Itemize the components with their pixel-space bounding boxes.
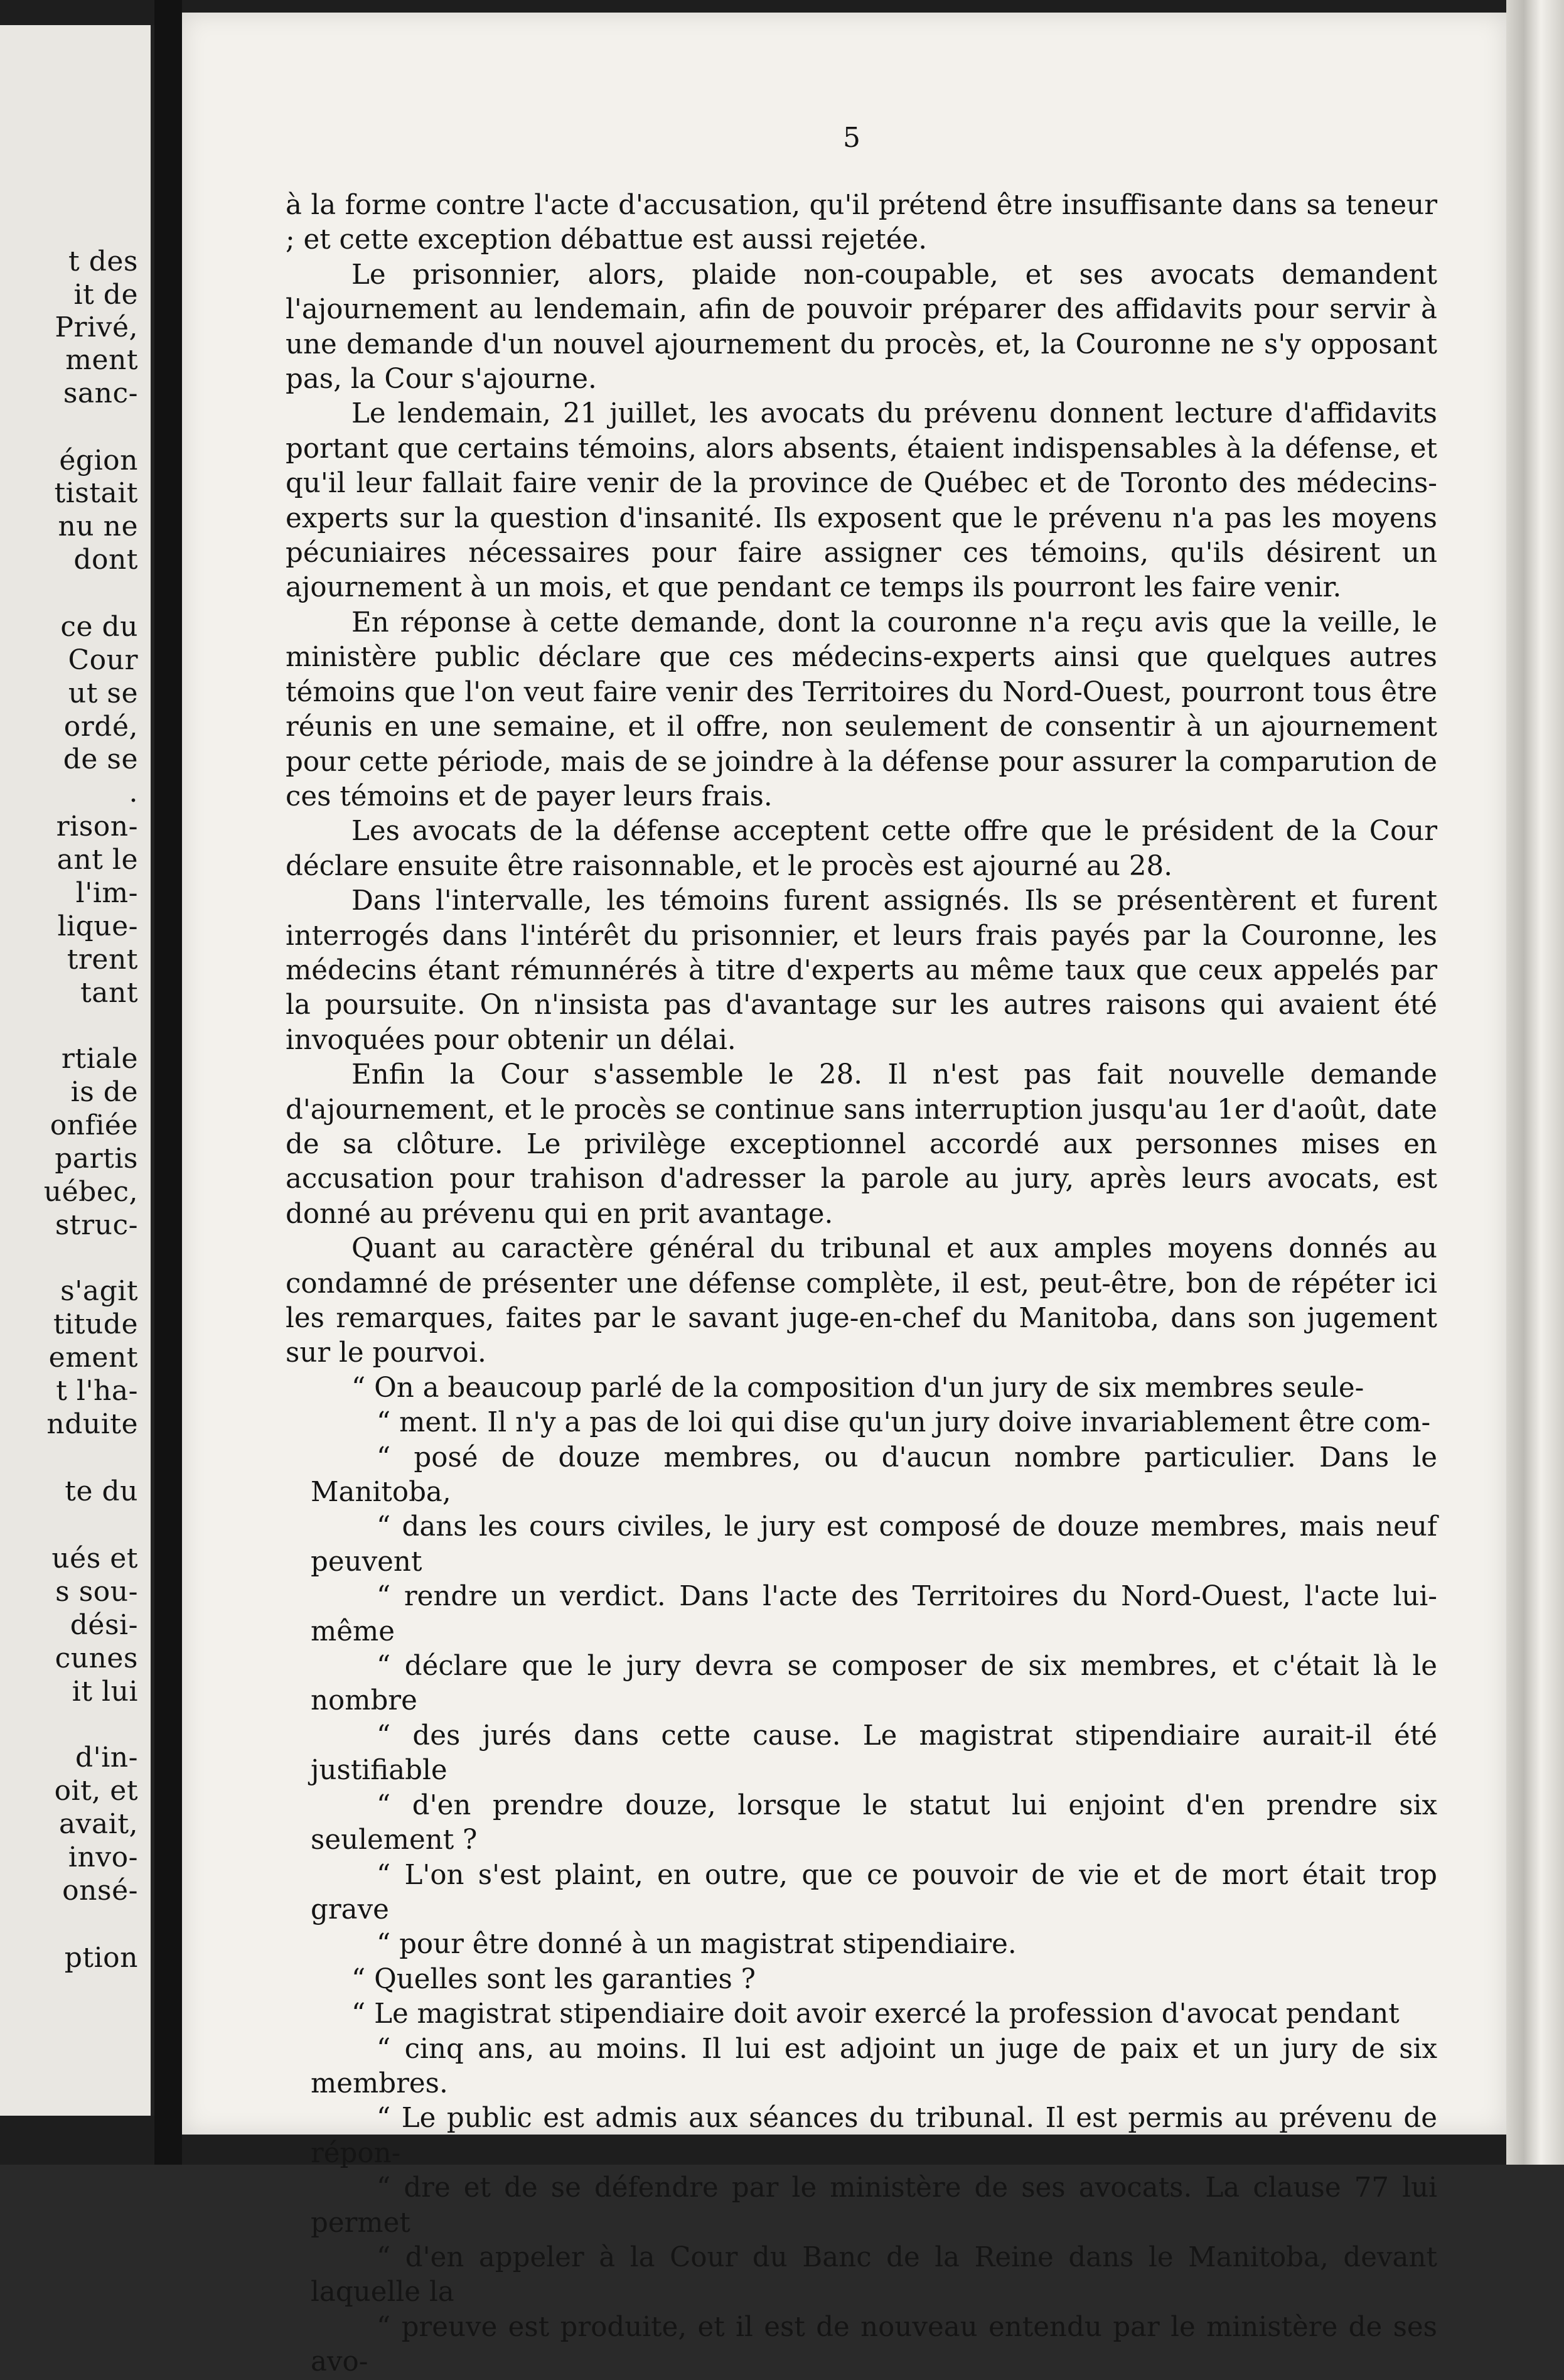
paragraph: Les avocats de la défense acceptent cette offre que le président de la Cour déclare ensuite être raisonnable, et le procès est ajourné au 28. [286, 816, 1437, 882]
quote-line: “ ment. Il n'y a pas de loi qui dise qu'un jury doive invariablement être com- [377, 1407, 1431, 1439]
previous-page-text-fragment: invo- [68, 1841, 138, 1873]
paragraph: Enfin la Cour s'assemble le 28. Il n'est pas fait nouvelle demande d'ajournement, et le procès se continue sans interruption jusqu'au 1er d'août, date de sa clôture. Le privilège exceptionnel accordé aux personnes mises en accusation pour trahison d'adresser la parole au jury, après leurs avocats, est donné au prévenu qui en prit avantage. [286, 1059, 1437, 1230]
previous-page-text-fragment: t l'ha- [56, 1375, 138, 1407]
previous-page-text-fragment: ant le [56, 844, 138, 876]
previous-page-text-fragment: ce du [60, 611, 138, 643]
previous-page-text-fragment: onsé- [62, 1875, 138, 1907]
previous-page-text-fragment: d'in- [75, 1742, 138, 1774]
page-edge [1506, 0, 1564, 2165]
previous-page-text-fragment: dési- [70, 1609, 138, 1641]
previous-page-text-fragment: ement [48, 1342, 138, 1374]
page-number: 5 [843, 122, 860, 154]
previous-page-text-fragment: is de [70, 1076, 138, 1108]
previous-page-text-fragment: dont [73, 544, 138, 576]
quote-line: “ cinq ans, au moins. Il lui est adjoint un juge de paix et un jury de six membres. [311, 2033, 1437, 2099]
quote-line: “ preuve est produite, et il est de nouveau entendu par le ministère de ses avo- [311, 2311, 1437, 2378]
previous-page-text-fragment: avait, [58, 1808, 138, 1840]
paragraph: Quant au caractère général du tribunal et aux amples moyens donnés au condamné de présenter une défense complète, il est, peut-être, bon de répéter ici les remarques, faites par le savant juge-en-chef du Manitoba, dans son jugement sur le pourvoi. [286, 1233, 1437, 1369]
previous-page-text-fragment: ment [65, 344, 138, 376]
quote-line: “ dans les cours civiles, le jury est composé de douze membres, mais neuf peuvent [311, 1511, 1437, 1578]
quote-line: “ déclare que le jury devra se composer de six membres, et c'était là le nombre [311, 1650, 1437, 1717]
previous-page-text-fragment: ués et [51, 1543, 138, 1575]
paragraph: Dans l'intervalle, les témoins furent assignés. Ils se présentèrent et furent interrogés dans l'intérêt du prisonnier, et leurs frais payés par la Couronne, les médecins étant rémunnérés à titre d'experts au même taux que ceux appelés par la poursuite. On n'insista pas d'avantage sur les autres raisons qui avaient été invoquées pour obtenir un délai. [286, 885, 1437, 1056]
previous-page-text-fragment: . [129, 777, 138, 809]
previous-page-text-fragment: te du [65, 1475, 138, 1507]
previous-page-text-fragment: de se [63, 743, 138, 775]
previous-page-text-fragment: titude [53, 1308, 138, 1340]
quote-line: “ rendre un verdict. Dans l'acte des Territoires du Nord-Ouest, l'acte lui-même [311, 1581, 1437, 1647]
paragraph: Le lendemain, 21 juillet, les avocats du prévenu donnent lecture d'affidavits portant que certains témoins, alors absents, étaient indispensables à la défense, et qu'il leur fallait faire venir de la province de Québec et de Toronto des médecins-experts sur la question d'insanité. Ils exposent que le prévenu n'a pas les moyens pécuniaires nécessaires pour faire assigner ces témoins, qu'ils désirent un ajournement à un mois, et que pendant ce temps ils pourront les faire venir. [286, 398, 1437, 604]
previous-page-text-fragment: onfiée [50, 1109, 138, 1141]
previous-page-text-fragment: it lui [72, 1676, 138, 1708]
paragraph: Le prisonnier, alors, plaide non-coupable, et ses avocats demandent l'ajournement au lendemain, afin de pouvoir préparer des affidavits pour servir à une demande d'un nouvel ajournement du procès, et, la Couronne ne s'y opposant pas, la Cour s'ajourne. [286, 259, 1437, 396]
previous-page-text-fragment: nu ne [58, 510, 138, 542]
quote-line: “ L'on s'est plaint, en outre, que ce pouvoir de vie et de mort était trop grave [311, 1859, 1437, 1925]
previous-page-text-fragment: s sou- [55, 1576, 138, 1608]
previous-page-text-fragment: partis [55, 1143, 138, 1175]
quote-subheading: “ Quelles sont les garanties ? [351, 1963, 756, 1995]
previous-page-text-fragment: égion [59, 444, 138, 477]
paragraph: En réponse à cette demande, dont la couronne n'a reçu avis que la veille, le ministère public déclare que ces médecins-experts ainsi que quelques autres témoins que l'on veut faire venir des Territoires du Nord-Ouest, pourront tous être réunis en une semaine, et il offre, non seulement de consentir à un ajournement pour cette période, mais de se joindre à la défense pour assurer la comparution de ces témoins et de payer leurs frais. [286, 606, 1437, 812]
previous-page-text-fragment: trent [67, 944, 138, 976]
quote-line: “ des jurés dans cette cause. Le magistrat stipendiaire aurait-il été justifiable [311, 1720, 1437, 1787]
quote-line: “ On a beaucoup parlé de la composition d'un jury de six membres seule- [351, 1372, 1364, 1404]
previous-page-text-fragment: sanc- [63, 377, 138, 409]
quote-line: “ d'en appeler à la Cour du Banc de la Reine dans le Manitoba, devant laquelle la [311, 2241, 1437, 2308]
previous-page-text-fragment: ption [64, 1942, 138, 1974]
previous-page-text-fragment: it de [73, 279, 138, 311]
quote-line: “ dre et de se défendre par le ministère de ses avocats. La clause 77 lui permet [311, 2172, 1437, 2239]
previous-page-text-fragment: tistait [54, 477, 138, 509]
previous-page-text-fragment: nduite [46, 1408, 138, 1440]
quote-line: “ Le magistrat stipendiaire doit avoir exercé la profession d'avocat pendant [351, 1998, 1400, 2030]
previous-page-text-fragment: struc- [55, 1209, 138, 1241]
previous-page-text-fragment: uébec, [43, 1176, 138, 1208]
previous-page-text-fragment: l'im- [75, 877, 138, 909]
quote-line: “ Le public est admis aux séances du tribunal. Il est permis au prévenu de répon- [311, 2103, 1437, 2169]
quote-line: “ d'en prendre douze, lorsque le statut lui enjoint d'en prendre six seulement ? [311, 1789, 1437, 1856]
quote-line: “ pour être donné à un magistrat stipendiaire. [377, 1929, 1017, 1961]
previous-page-text-fragment: oit, et [54, 1775, 138, 1807]
previous-page-text-fragment: Cour [68, 644, 138, 676]
paragraph: à la forme contre l'acte d'accusation, qu'il prétend être insuffisante dans sa teneur ; et cette exception débattue est aussi rejetée. [286, 190, 1437, 256]
book-gutter [154, 0, 182, 2165]
quotation-block [286, 1371, 1437, 2380]
previous-page-text-fragment: ordé, [63, 711, 138, 743]
previous-page-text-fragment: s'agit [60, 1275, 138, 1307]
previous-page-text-fragment: lique- [57, 910, 138, 942]
previous-page-text-fragment: ut se [68, 677, 138, 709]
previous-page-text-fragment: cunes [55, 1642, 138, 1674]
previous-page-text-fragment: rtiale [61, 1043, 138, 1075]
previous-page-text-fragment: rison- [56, 810, 138, 843]
previous-page-text-fragment: Privé, [55, 311, 138, 343]
quote-line: “ posé de douze membres, ou d'aucun nombre particulier. Dans le Manitoba, [311, 1441, 1437, 1509]
previous-page-text-fragment: t des [68, 245, 138, 277]
previous-page-strip [0, 25, 154, 2116]
page-body [286, 188, 1437, 2380]
previous-page-text-fragment: tant [80, 977, 138, 1009]
